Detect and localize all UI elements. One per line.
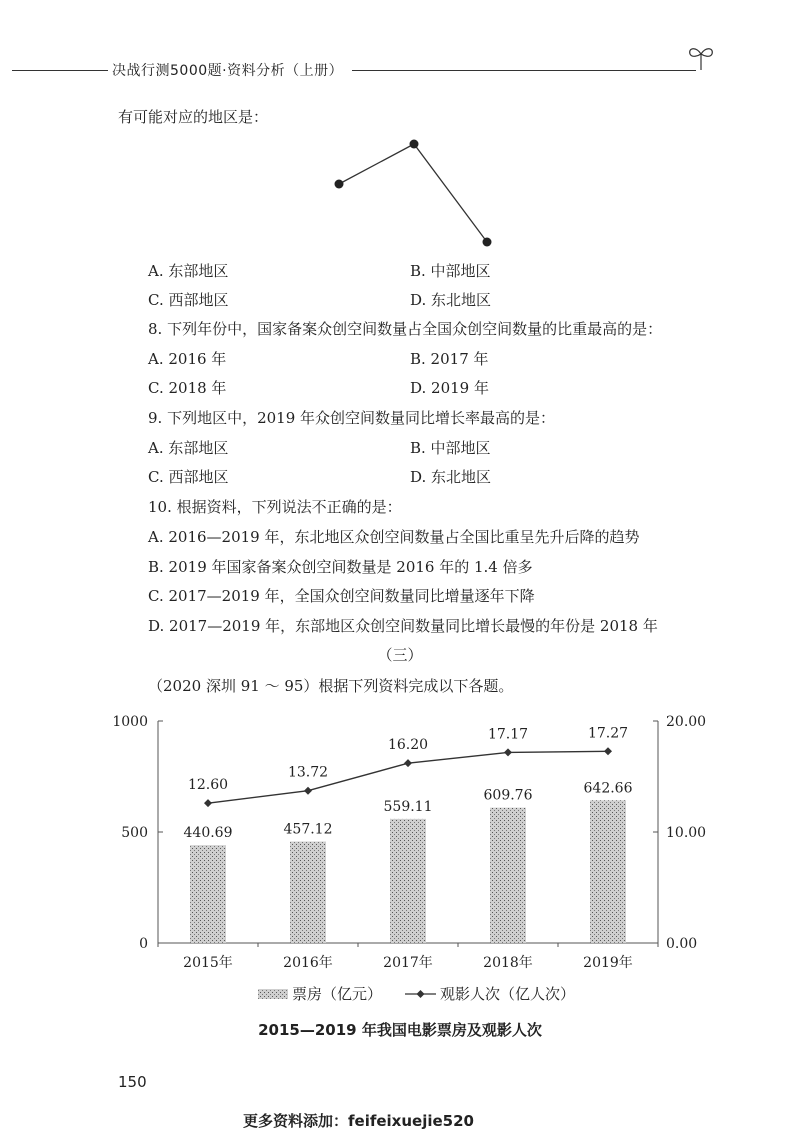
right-tick-label: 0.00 [666,936,698,952]
x-tick-label: 2018年 [483,955,533,971]
header-rule-right [352,70,696,71]
q8-question: 8. 下列年份中，国家备案众创空间数量占全国众创空间数量的比重最高的是： [148,320,663,338]
line-point [404,759,412,767]
left-tick-label: 500 [121,825,148,841]
q10-option-a[interactable]: A. 2016—2019 年，东北地区众创空间数量占全国比重呈先升后降的趋势 [148,528,640,546]
intro-text: 有可能对应的地区是： [118,108,269,126]
line-point [304,787,312,795]
line-data-label: 17.17 [487,726,529,743]
q8-option-b[interactable]: B. 2017 年 [410,350,489,368]
q9-question: 9. 下列地区中，2019 年众创空间数量同比增长率最高的是： [148,409,556,427]
bar-data-label: 642.66 [583,780,633,797]
legend-bar-label: 票房（亿元） [292,985,383,1003]
line-data-label: 12.60 [187,777,229,794]
q8-option-c[interactable]: C. 2018 年 [148,379,227,397]
bar-box-office [290,842,326,943]
line-point [204,799,212,807]
q9-option-b[interactable]: B. 中部地区 [410,439,491,457]
left-tick-label: 1000 [112,714,148,730]
q7-option-a[interactable]: A. 东部地区 [148,262,229,280]
q10-question: 10. 根据资料，下列说法不正确的是： [148,498,402,516]
q7-option-b[interactable]: B. 中部地区 [410,262,491,280]
q8-option-d[interactable]: D. 2019 年 [410,379,489,397]
bar-box-office [190,845,226,943]
bar-data-label: 457.12 [283,821,333,838]
box-office-chart [100,708,740,1016]
line-point [604,747,612,755]
bar-data-label: 440.69 [183,825,233,842]
bar-data-label: 559.11 [383,798,433,815]
line-point [504,748,512,756]
chart-title: 2015—2019 年我国电影票房及观影人次 [258,1021,542,1039]
footer-text: 更多资料添加：feifeixuejie520 [243,1112,474,1130]
q7-option-c[interactable]: C. 西部地区 [148,291,229,309]
legend-line-label: 观影人次（亿人次） [440,985,576,1003]
bar-box-office [490,808,526,943]
bar-box-office [390,819,426,943]
bar-data-label: 609.76 [483,787,533,804]
header-title: 决战行测5000题·资料分析（上册） [112,63,344,79]
x-tick-label: 2019年 [583,955,633,971]
line-attendance [208,751,608,803]
q8-option-a[interactable]: A. 2016 年 [148,350,227,368]
q9-option-c[interactable]: C. 西部地区 [148,468,229,486]
legend-line-marker [417,990,425,998]
q10-option-d[interactable]: D. 2017—2019 年，东部地区众创空间数量同比增长最慢的年份是 2018 年 [148,617,658,635]
page-number: 150 [118,1073,147,1091]
section-intro: （2020 深圳 91 ～ 95）根据下列资料完成以下各题。 [148,677,514,695]
q7-option-d[interactable]: D. 东北地区 [410,291,492,309]
right-tick-label: 20.00 [666,714,707,730]
trend-figure [320,130,510,260]
x-tick-label: 2015年 [183,955,233,971]
q9-option-d[interactable]: D. 东北地区 [410,468,492,486]
line-data-label: 13.72 [287,764,329,781]
sprout-icon [686,42,716,72]
line-data-label: 16.20 [387,737,429,754]
left-tick-label: 0 [139,936,148,952]
q10-option-b[interactable]: B. 2019 年国家备案众创空间数量是 2016 年的 1.4 倍多 [148,558,533,576]
q10-option-c[interactable]: C. 2017—2019 年，全国众创空间数量同比增量逐年下降 [148,587,535,605]
q9-option-a[interactable]: A. 东部地区 [148,439,229,457]
legend-bar-swatch [258,989,288,999]
bar-box-office [590,800,626,943]
x-tick-label: 2016年 [283,955,333,971]
x-tick-label: 2017年 [383,955,433,971]
header-rule-left [12,70,108,71]
right-tick-label: 10.00 [666,825,707,841]
section-title: （三） [377,646,423,664]
line-data-label: 17.27 [587,725,629,742]
